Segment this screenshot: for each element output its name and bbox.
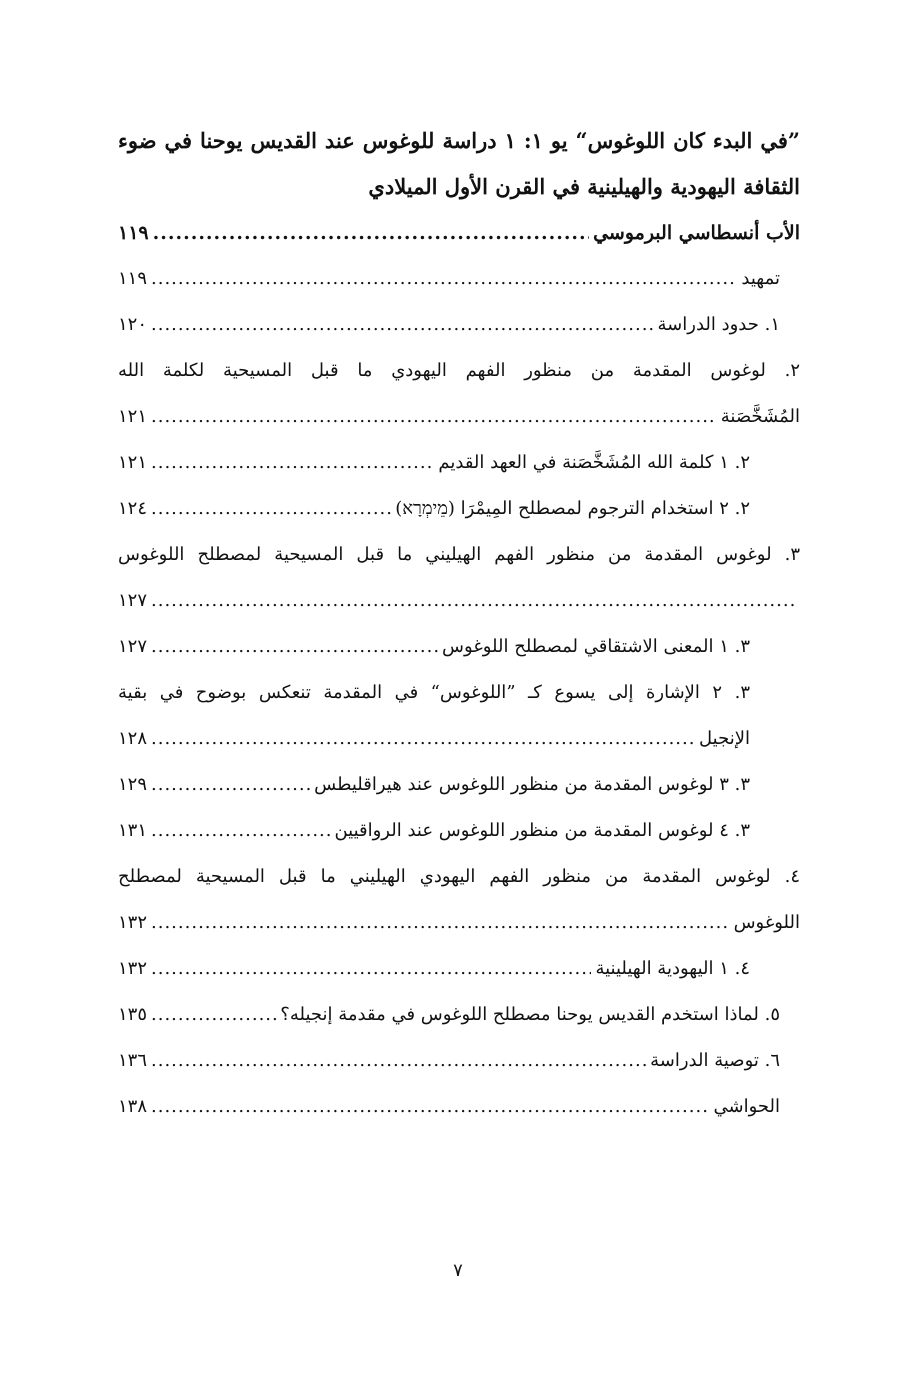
page-number: ١٣١ [118,820,148,841]
toc-entry-label: المُشَخَّصَنة [720,406,800,427]
page-number: ١٢٠ [118,314,148,335]
leader-dots [151,256,737,302]
toc-entry-first-line[interactable]: ٤. لوغوس المقدمة من منظور الفهم اليهودي الهيليني ما قبل المسيحية لمصطلح [118,866,800,887]
page-number: ١٢٤ [118,498,148,519]
toc-entry[interactable] [118,440,800,486]
toc-entry-label: ١. حدود الدراسة [657,314,780,335]
page-number: ١٣٢ [118,958,148,979]
page-number: ١٢٧ [118,636,148,657]
leader-dots [151,946,591,992]
leader-dots [153,210,589,256]
toc-entry-label: ٥. لماذا استخدم القديس يوحنا مصطلح اللوغوس في مقدمة إنجيله؟ [280,1004,780,1025]
page-number: ١٢٩ [118,774,148,795]
toc-entry-label: ٤. ١ اليهودية الهيلينية [595,958,750,979]
author-entry[interactable] [118,210,800,256]
toc-entry[interactable] [118,946,800,992]
toc-entry[interactable] [118,256,800,302]
toc-entry[interactable] [118,716,800,762]
toc-page [118,118,800,1130]
toc-entry[interactable] [118,900,800,946]
toc-entry[interactable] [118,762,800,808]
page-number: ١٣٥ [118,1004,148,1025]
page-number: ١٣٢ [118,912,148,933]
leader-dots [151,1038,646,1084]
toc-entry[interactable] [118,486,800,532]
toc-entry-first-line[interactable]: ٣. ٢ الإشارة إلى يسوع كـ ”اللوغوس“ في المقدمة تنعكس بوضوح في بقية [118,682,750,703]
leader-dots [151,900,730,946]
toc-entry-label: الإنجيل [699,728,750,749]
toc-entry[interactable] [118,992,800,1038]
toc-entry-label: ٣. ٤ لوغوس المقدمة من منظور اللوغوس عند الرواقيين [334,820,750,841]
toc-entry[interactable] [118,578,800,624]
toc-entry[interactable] [118,302,800,348]
page-number: ١٣٨ [118,1096,148,1117]
toc-entry-label: الحواشي [713,1096,780,1117]
toc-entry[interactable] [118,1038,800,1084]
leader-dots [151,762,310,808]
page-footer-number: ٧ [453,1260,463,1281]
leader-dots [151,578,796,624]
toc-entry-label: اللوغوس [733,912,800,933]
page-number: ١٣٦ [118,1050,148,1071]
toc-entry-label: ٣. ١ المعنى الاشتقاقي لمصطلح اللوغوس [442,636,750,657]
leader-dots [151,302,654,348]
toc-entry-label: ٦. توصية الدراسة [650,1050,780,1071]
leader-dots [151,394,717,440]
leader-dots [151,992,276,1038]
toc-entry-first-line[interactable]: ٣. لوغوس المقدمة من منظور الفهم الهيليني ما قبل المسيحية لمصطلح اللوغوس [118,544,800,565]
toc-entry[interactable] [118,394,800,440]
chapter-title: ”في البدء كان اللوغوس“ يو ١: ١ دراسة للوغوس عند القديس يوحنا في ضوء الثقافة اليهودية والهيلينية في القرن الأول الميلادي [118,128,800,199]
toc-entry[interactable] [118,624,800,670]
toc-entry-label: ٣. ٣ لوغوس المقدمة من منظور اللوغوس عند هيراقليطس [314,774,750,795]
page-number: ١٢١ [118,452,148,473]
leader-dots [151,440,434,486]
toc-entry-label: تمهيد [741,268,780,289]
page-number: ١١٩ [118,268,148,289]
toc-entry-first-line[interactable]: ٢. لوغوس المقدمة من منظور الفهم اليهودي ما قبل المسيحية لكلمة الله [118,360,800,381]
page-number: ١٢٧ [118,590,148,611]
leader-dots [151,486,391,532]
leader-dots [151,716,695,762]
page-number: ١١٩ [118,222,149,244]
toc-entry[interactable] [118,1084,800,1130]
toc-entry[interactable] [118,808,800,854]
leader-dots [151,808,330,854]
page-number: ١٢١ [118,406,148,427]
leader-dots [151,1084,709,1130]
toc-entry-label: ٢. ٢ استخدام الترجوم لمصطلح المِيمْرَا (מֵימְרָא) [395,498,750,519]
toc-entry-label: ٢. ١ كلمة الله المُشَخَّصَنة في العهد القديم [438,452,750,473]
author-name: الأب أنسطاسي البرموسي [593,222,800,244]
leader-dots [151,624,438,670]
page-number: ١٢٨ [118,728,148,749]
